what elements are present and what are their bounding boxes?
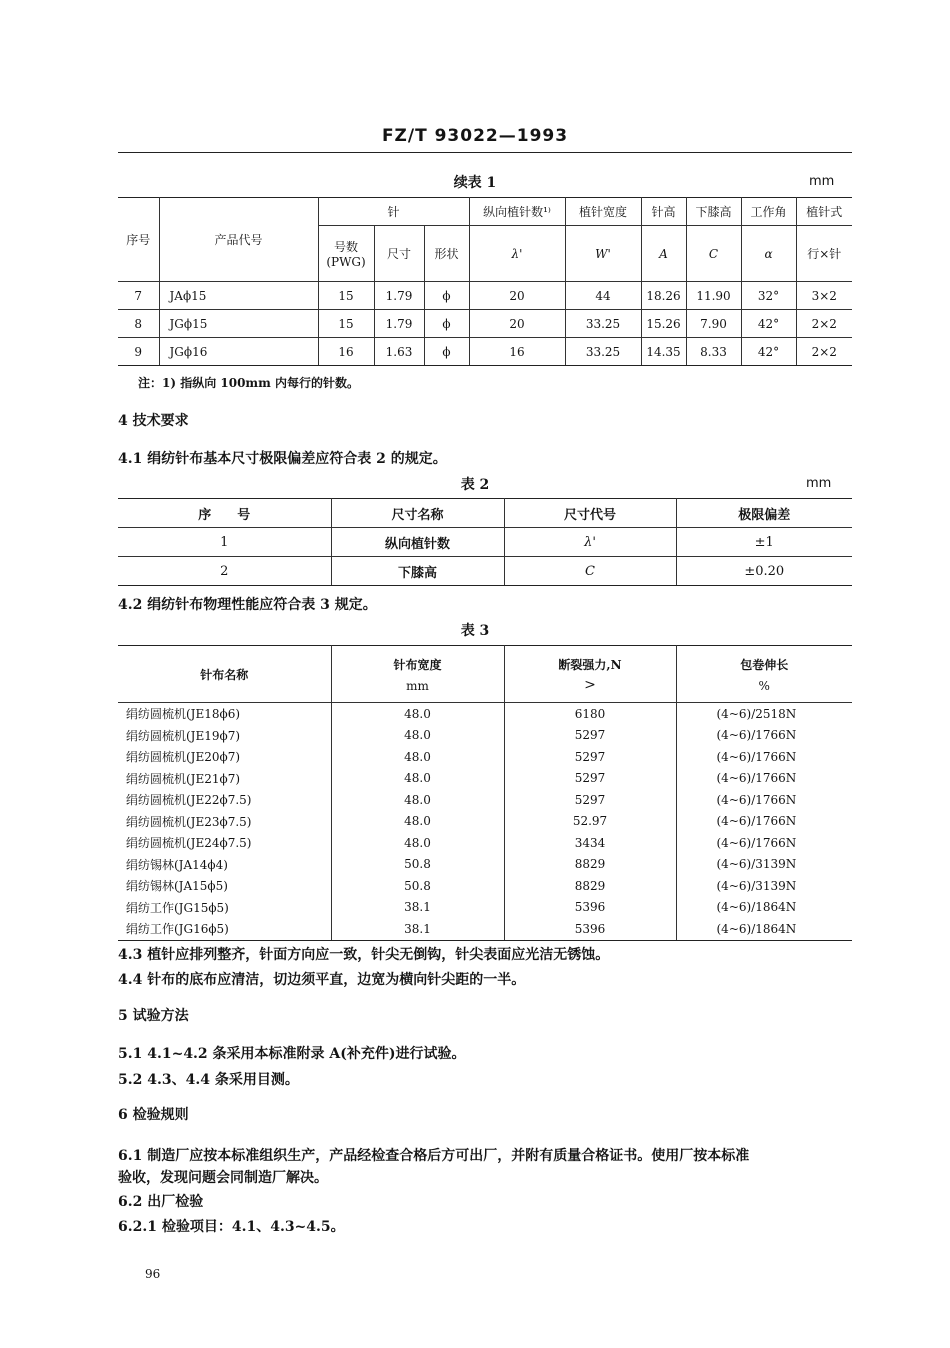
paragraph-6-1: 6.1 制造厂应按本标准组织生产，产品经检查合格后方可出厂，并附有质量合格证书。使用厂按本标准	[118, 1148, 750, 1164]
cell-dim-name: 下膝高	[331, 557, 504, 586]
cell-strength: 5297	[504, 789, 676, 811]
header-height: 针高	[641, 198, 686, 226]
paragraph-4-3: 4.3 植针应排列整齐，针面方向应一致，针尖无倒钩，针尖表面应光洁无锈蚀。	[118, 947, 610, 963]
header-size: 尺寸	[374, 226, 424, 282]
standard-code: FZ/T 93022—1993	[381, 126, 569, 146]
cell-dim-code: C	[504, 557, 676, 586]
cell-elongation: (4~6)/1766N	[676, 832, 852, 854]
header-strength-sym: >	[584, 676, 596, 693]
paragraph-6-2-1: 6.2.1 检验项目：4.1、4.3~4.5。	[118, 1219, 345, 1235]
header-rule	[118, 152, 852, 153]
cell-size: 1.79	[374, 282, 424, 310]
table-row	[118, 811, 852, 833]
page-number: 96	[145, 1267, 161, 1281]
cell-strength: 8829	[504, 875, 676, 897]
header-seq: 序号	[118, 198, 159, 282]
table-row	[118, 875, 852, 897]
section4-title: 4 技术要求	[118, 413, 189, 429]
cell-elongation: (4~6)/1766N	[676, 725, 852, 747]
paragraph-4-2: 4.2 绢纺针布物理性能应符合表 3 规定。	[118, 597, 377, 613]
table-row	[118, 768, 852, 790]
header-elongation	[676, 646, 852, 703]
table-row	[118, 897, 852, 919]
table-header-row	[118, 646, 852, 703]
header-shape: 形状	[424, 226, 469, 282]
table1	[118, 197, 852, 366]
cell-lambda: 20	[469, 310, 565, 338]
header-angle-sym: α	[741, 226, 796, 282]
cell-cloth-name: 绢纺锡林(JA14ϕ4)	[118, 854, 331, 876]
cell-cloth-name: 绢纺锡林(JA15ϕ5)	[118, 875, 331, 897]
cell-angle: 32°	[741, 282, 796, 310]
cell-pwg: 15	[318, 282, 374, 310]
cell-cloth-width: 38.1	[331, 897, 504, 919]
cell-size: 1.63	[374, 338, 424, 366]
cell-strength: 6180	[504, 703, 676, 725]
header-dim-name: 尺寸名称	[331, 499, 504, 528]
header-width: 植针宽度	[565, 198, 641, 226]
header-cloth-width-unit: mm	[406, 678, 429, 693]
cell-cloth-width: 50.8	[331, 875, 504, 897]
table-header-row	[118, 499, 852, 528]
table-row	[118, 528, 852, 557]
cell-size: 1.79	[374, 310, 424, 338]
cell-width: 44	[565, 282, 641, 310]
cell-dim-name: 纵向植针数	[331, 528, 504, 557]
cell-strength: 8829	[504, 854, 676, 876]
paragraph-4-1: 4.1 绢纺针布基本尺寸极限偏差应符合表 2 的规定。	[118, 451, 447, 467]
cell-pattern: 2×2	[796, 310, 852, 338]
cell-cloth-name: 绢纺工作(JG16ϕ5)	[118, 918, 331, 940]
cell-code: JGϕ15	[159, 310, 318, 338]
cell-seq: 9	[118, 338, 159, 366]
cell-cloth-width: 48.0	[331, 789, 504, 811]
cell-tolerance: ±0.20	[676, 557, 852, 586]
cell-cloth-width: 48.0	[331, 768, 504, 790]
header-lambda: λ'	[469, 226, 565, 282]
header-pwg-sub: (PWG)	[326, 255, 366, 269]
cell-angle: 42°	[741, 310, 796, 338]
section6-title: 6 检验规则	[118, 1107, 189, 1123]
cell-cloth-name: 绢纺圆梳机(JE22ϕ7.5)	[118, 789, 331, 811]
header-seq: 序 号	[118, 499, 331, 528]
header-width-sym: W'	[565, 226, 641, 282]
table1-note: 注：1) 指纵向 100mm 内每行的针数。	[138, 376, 360, 390]
cell-elongation: (4~6)/1766N	[676, 768, 852, 790]
table-row	[118, 746, 852, 768]
cell-code: JGϕ16	[159, 338, 318, 366]
cell-shape: ϕ	[424, 282, 469, 310]
header-height-sym: A	[641, 226, 686, 282]
table-row	[118, 310, 852, 338]
cell-knee: 7.90	[686, 310, 741, 338]
cell-angle: 42°	[741, 338, 796, 366]
table2-caption: 表 2	[460, 477, 490, 493]
cell-cloth-name: 绢纺圆梳机(JE18ϕ6)	[118, 703, 331, 725]
cell-cloth-width: 48.0	[331, 703, 504, 725]
cell-cloth-name: 绢纺圆梳机(JE19ϕ7)	[118, 725, 331, 747]
table2-unit: mm	[806, 476, 832, 491]
cell-strength: 5297	[504, 725, 676, 747]
cell-elongation: (4~6)/3139N	[676, 875, 852, 897]
table-row	[118, 789, 852, 811]
cell-strength: 5297	[504, 768, 676, 790]
cell-elongation: (4~6)/3139N	[676, 854, 852, 876]
header-longitudinal: 纵向植针数¹⁾	[469, 198, 565, 226]
section5-title: 5 试验方法	[118, 1008, 189, 1024]
cell-elongation: (4~6)/1766N	[676, 811, 852, 833]
table1-unit: mm	[809, 174, 835, 189]
paragraph-4-4: 4.4 针布的底布应清洁，切边须平直，边宽为横向针尖距的一半。	[118, 972, 526, 988]
paragraph-6-1-cont: 验收，发现问题会同制造厂解决。	[118, 1170, 328, 1186]
cell-seq: 1	[118, 528, 331, 557]
header-knee: 下膝高	[686, 198, 741, 226]
header-knee-sym: C	[686, 226, 741, 282]
paragraph-6-2: 6.2 出厂检验	[118, 1194, 204, 1210]
header-cloth-name: 针布名称	[118, 646, 331, 703]
cell-elongation: (4~6)/1766N	[676, 746, 852, 768]
table3	[118, 645, 852, 941]
header-dim-code: 尺寸代号	[504, 499, 676, 528]
cell-strength: 5396	[504, 918, 676, 940]
header-elongation-label: 包卷伸长	[740, 657, 789, 672]
header-strength	[504, 646, 676, 703]
cell-cloth-width: 48.0	[331, 725, 504, 747]
cell-elongation: (4~6)/1864N	[676, 918, 852, 940]
table-row	[118, 918, 852, 940]
cell-seq: 7	[118, 282, 159, 310]
header-pwg	[318, 226, 374, 282]
cell-lambda: 20	[469, 282, 565, 310]
table2	[118, 498, 852, 586]
cell-elongation: (4~6)/2518N	[676, 703, 852, 725]
header-angle: 工作角	[741, 198, 796, 226]
cell-height: 18.26	[641, 282, 686, 310]
cell-cloth-width: 48.0	[331, 746, 504, 768]
cell-cloth-name: 绢纺圆梳机(JE21ϕ7)	[118, 768, 331, 790]
cell-tolerance: ±1	[676, 528, 852, 557]
table-row	[118, 725, 852, 747]
cell-pwg: 16	[318, 338, 374, 366]
cell-pattern: 3×2	[796, 282, 852, 310]
paragraph-5-1: 5.1 4.1~4.2 条采用本标准附录 A(补充件)进行试验。	[118, 1046, 466, 1062]
cell-cloth-name: 绢纺圆梳机(JE23ϕ7.5)	[118, 811, 331, 833]
cell-cloth-name: 绢纺圆梳机(JE20ϕ7)	[118, 746, 331, 768]
table-row	[118, 557, 852, 586]
header-cloth-width	[331, 646, 504, 703]
cell-elongation: (4~6)/1864N	[676, 897, 852, 919]
cell-cloth-width: 38.1	[331, 918, 504, 940]
cell-height: 15.26	[641, 310, 686, 338]
header-cloth-width-label: 针布宽度	[393, 657, 442, 672]
cell-cloth-name: 绢纺圆梳机(JE24ϕ7.5)	[118, 832, 331, 854]
cell-width: 33.25	[565, 310, 641, 338]
header-product-code: 产品代号	[159, 198, 318, 282]
cell-knee: 8.33	[686, 338, 741, 366]
paragraph-5-2: 5.2 4.3、4.4 条采用目测。	[118, 1072, 299, 1088]
cell-cloth-width: 48.0	[331, 832, 504, 854]
header-elongation-unit: %	[758, 678, 770, 693]
cell-strength: 5396	[504, 897, 676, 919]
table1-caption: 续表 1	[453, 175, 497, 191]
table-row	[118, 832, 852, 854]
header-pattern: 植针式	[796, 198, 852, 226]
header-needle: 针	[318, 198, 469, 226]
cell-strength: 52.97	[504, 811, 676, 833]
table-row	[118, 854, 852, 876]
cell-shape: ϕ	[424, 310, 469, 338]
cell-height: 14.35	[641, 338, 686, 366]
table-row	[118, 338, 852, 366]
cell-shape: ϕ	[424, 338, 469, 366]
cell-code: JAϕ15	[159, 282, 318, 310]
table-row	[118, 282, 852, 310]
cell-pwg: 15	[318, 310, 374, 338]
cell-lambda: 16	[469, 338, 565, 366]
cell-knee: 11.90	[686, 282, 741, 310]
cell-cloth-name: 绢纺工作(JG15ϕ5)	[118, 897, 331, 919]
header-strength-label: 断裂强力,N	[558, 657, 622, 672]
cell-width: 33.25	[565, 338, 641, 366]
cell-strength: 5297	[504, 746, 676, 768]
cell-elongation: (4~6)/1766N	[676, 789, 852, 811]
cell-seq: 8	[118, 310, 159, 338]
table3-caption: 表 3	[460, 623, 490, 639]
cell-cloth-width: 48.0	[331, 811, 504, 833]
table-row	[118, 703, 852, 725]
cell-seq: 2	[118, 557, 331, 586]
header-pwg-label: 号数	[333, 240, 358, 254]
cell-dim-code: λ'	[504, 528, 676, 557]
cell-pattern: 2×2	[796, 338, 852, 366]
cell-cloth-width: 50.8	[331, 854, 504, 876]
header-tolerance: 极限偏差	[676, 499, 852, 528]
cell-strength: 3434	[504, 832, 676, 854]
header-pattern-sym: 行×针	[796, 226, 852, 282]
